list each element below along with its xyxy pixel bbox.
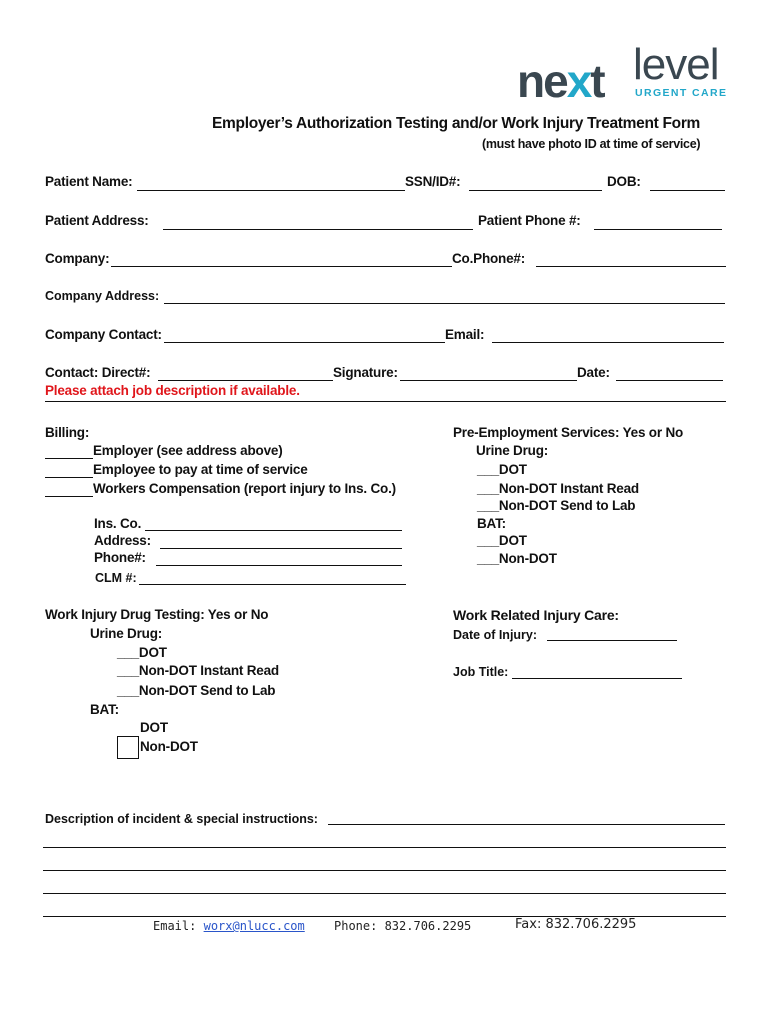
date-field[interactable] [616, 380, 723, 381]
company-field[interactable] [111, 266, 452, 267]
email-label: Email: [445, 327, 485, 342]
pre-employment-non-dot-send[interactable]: ___Non-DOT Send to Lab [477, 498, 636, 513]
dob-field[interactable] [650, 190, 725, 191]
section-divider [45, 401, 726, 402]
footer-email-link[interactable]: worx@nlucc.com [203, 919, 305, 933]
logo-tagline: URGENT CARE [635, 87, 728, 99]
pre-employment-dot[interactable]: ___DOT [477, 462, 527, 477]
co-phone-field[interactable] [536, 266, 726, 267]
patient-name-label: Patient Name: [45, 174, 133, 189]
work-related-title: Work Related Injury Care: [453, 607, 619, 623]
email-field[interactable] [492, 342, 724, 343]
job-title-field[interactable] [512, 678, 682, 679]
billing-option-employee: Employee to pay at time of service [93, 462, 308, 477]
company-address-field[interactable] [164, 303, 725, 304]
billing-address-field[interactable] [160, 548, 402, 549]
billing-option-employer: Employer (see address above) [93, 443, 283, 458]
form-subtitle: (must have photo ID at time of service) [482, 137, 701, 151]
billing-option-workers-comp: Workers Compensation (report injury to Ins. Co.) [93, 481, 396, 496]
company-contact-field[interactable] [164, 342, 445, 343]
form-title: Employer’s Authorization Testing and/or Work Injury Treatment Form [212, 115, 701, 132]
footer-email [153, 919, 305, 933]
description-label: Description of incident & special instructions: [45, 812, 318, 826]
billing-address-label: Address: [94, 533, 151, 548]
job-title-label: Job Title: [453, 665, 509, 679]
description-line-1[interactable] [328, 824, 725, 825]
description-line-4[interactable] [43, 893, 726, 894]
billing-employer-blank[interactable] [45, 458, 93, 459]
work-injury-bat-dot: DOT [140, 720, 168, 735]
work-injury-bat-non-dot: Non-DOT [140, 739, 198, 754]
footer-email-label: Email: [153, 919, 197, 933]
billing-phone-label: Phone#: [94, 550, 146, 565]
footer-fax: Fax: 832.706.2295 [515, 917, 637, 932]
company-contact-label: Company Contact: [45, 327, 162, 342]
work-injury-bat: BAT: [90, 702, 119, 717]
clm-label: CLM #: [95, 571, 137, 585]
patient-address-label: Patient Address: [45, 213, 149, 228]
date-of-injury-field[interactable] [547, 640, 677, 641]
signature-field[interactable] [400, 380, 577, 381]
attach-note: Please attach job description if available. [45, 383, 300, 398]
footer-phone: Phone: 832.706.2295 [334, 919, 472, 933]
billing-employee-blank[interactable] [45, 477, 93, 478]
contact-direct-label: Contact: Direct#: [45, 365, 151, 380]
pre-employment-bat: BAT: [477, 516, 506, 531]
pre-employment-bat-dot[interactable]: ___DOT [477, 533, 527, 548]
billing-title: Billing: [45, 425, 90, 440]
ins-co-label: Ins. Co. [94, 516, 142, 531]
patient-phone-field[interactable] [594, 229, 722, 230]
work-injury-non-dot-instant[interactable]: ___Non-DOT Instant Read [117, 663, 279, 678]
pre-employment-bat-non-dot[interactable]: ___Non-DOT [477, 551, 557, 566]
work-injury-dot[interactable]: ___DOT [117, 645, 167, 660]
ssn-field[interactable] [469, 190, 602, 191]
dob-label: DOB: [607, 174, 641, 189]
co-phone-label: Co.Phone#: [452, 251, 526, 266]
patient-phone-label: Patient Phone #: [478, 213, 581, 228]
logo [517, 40, 732, 110]
logo-level: level [633, 40, 719, 89]
company-label: Company: [45, 251, 110, 266]
description-line-3[interactable] [43, 870, 726, 871]
ssn-label: SSN/ID#: [405, 174, 461, 189]
pre-employment-urine-drug: Urine Drug: [476, 443, 549, 458]
work-injury-drug-title: Work Injury Drug Testing: Yes or No [45, 607, 269, 622]
description-line-2[interactable] [43, 847, 726, 848]
date-of-injury-label: Date of Injury: [453, 628, 538, 642]
contact-direct-field[interactable] [158, 380, 333, 381]
billing-phone-field[interactable] [156, 565, 402, 566]
date-label: Date: [577, 365, 610, 380]
logo-next: next [517, 55, 604, 107]
pre-employment-title: Pre-Employment Services: Yes or No [453, 425, 684, 440]
work-injury-bat-non-dot-checkbox[interactable] [117, 736, 139, 759]
work-injury-urine-drug: Urine Drug: [90, 626, 163, 641]
pre-employment-non-dot-instant[interactable]: ___Non-DOT Instant Read [477, 481, 639, 496]
signature-label: Signature: [333, 365, 398, 380]
billing-workers-blank[interactable] [45, 496, 93, 497]
patient-name-field[interactable] [137, 190, 405, 191]
ins-co-field[interactable] [145, 530, 402, 531]
patient-address-field[interactable] [163, 229, 473, 230]
company-address-label: Company Address: [45, 289, 160, 303]
work-injury-non-dot-send[interactable]: ___Non-DOT Send to Lab [117, 683, 276, 698]
clm-field[interactable] [139, 584, 406, 585]
